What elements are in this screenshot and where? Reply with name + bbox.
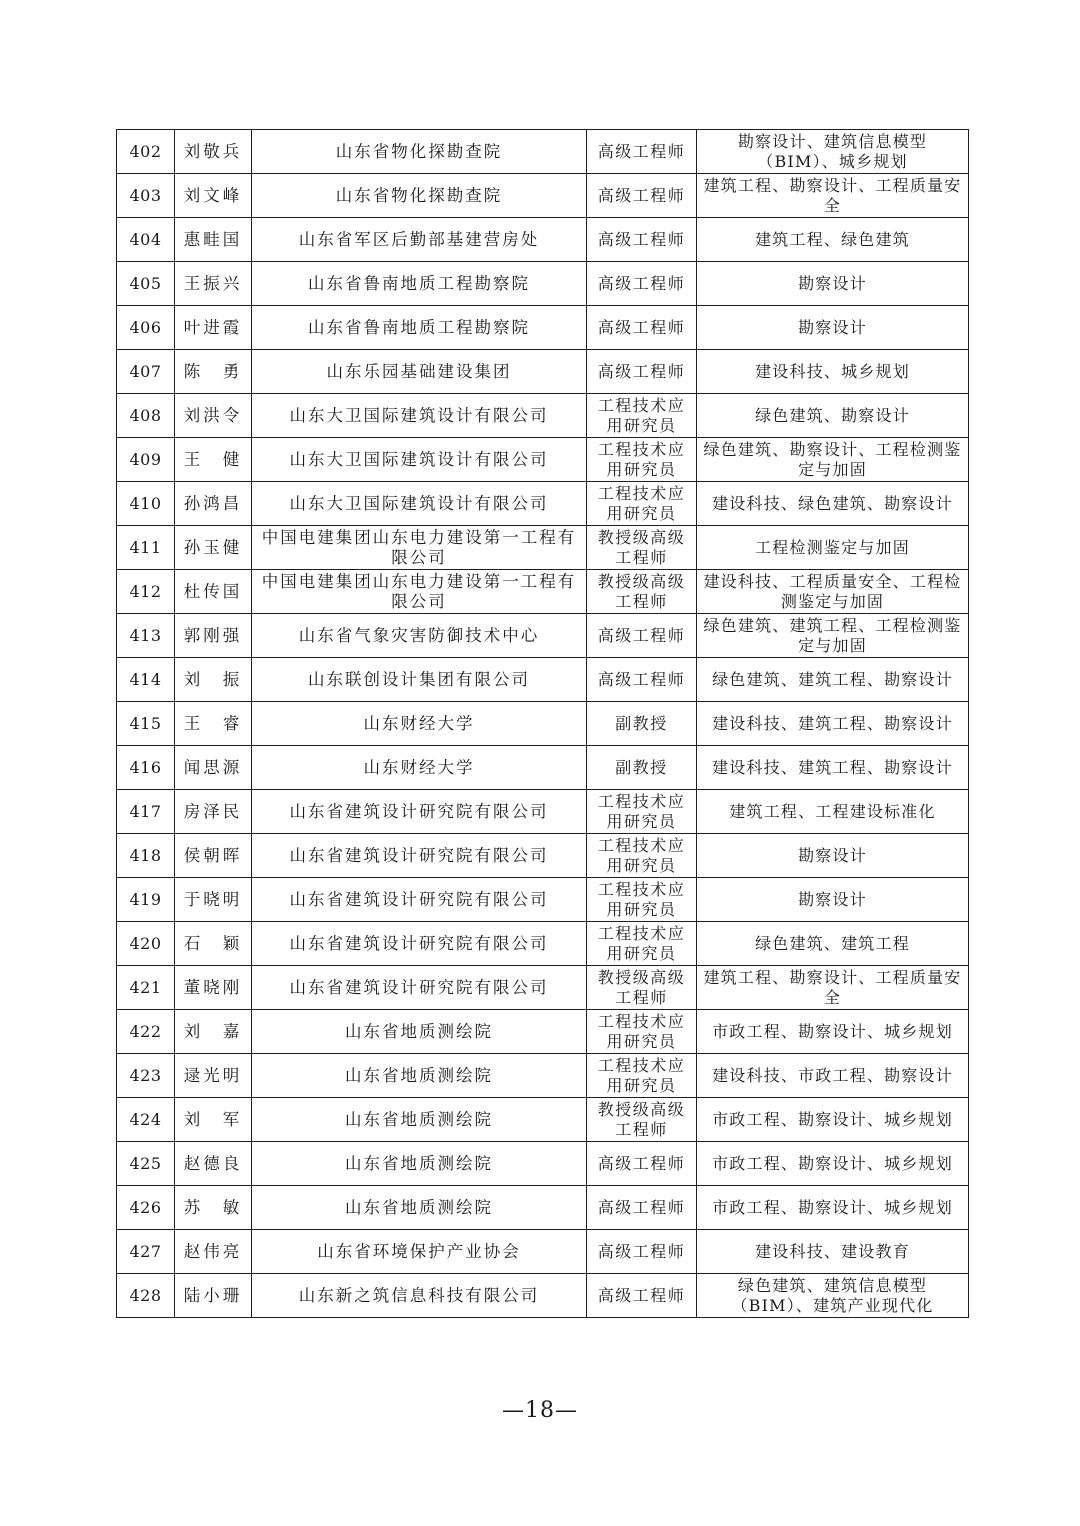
person-name: 陆小珊 xyxy=(175,1274,252,1318)
organization: 山东省地质测绘院 xyxy=(252,1054,587,1098)
professional-title: 高级工程师 xyxy=(587,306,697,350)
professional-title: 高级工程师 xyxy=(587,262,697,306)
table-row xyxy=(117,394,969,438)
organization: 山东大卫国际建筑设计有限公司 xyxy=(252,438,587,482)
organization: 山东省建筑设计研究院有限公司 xyxy=(252,878,587,922)
specialty-field: 建设科技、市政工程、勘察设计 xyxy=(697,1054,969,1098)
organization: 山东省军区后勤部基建营房处 xyxy=(252,218,587,262)
professional-title: 副教授 xyxy=(587,746,697,790)
organization: 山东省建筑设计研究院有限公司 xyxy=(252,790,587,834)
row-number: 419 xyxy=(117,878,175,922)
table-row xyxy=(117,834,969,878)
table-row xyxy=(117,1274,969,1318)
specialty-field: 工程检测鉴定与加固 xyxy=(697,526,969,570)
specialty-field: 建设科技、建筑工程、勘察设计 xyxy=(697,746,969,790)
organization: 山东省建筑设计研究院有限公司 xyxy=(252,966,587,1010)
person-name: 苏 敏 xyxy=(175,1186,252,1230)
row-number: 413 xyxy=(117,614,175,658)
table-row xyxy=(117,350,969,394)
organization: 中国电建集团山东电力建设第一工程有限公司 xyxy=(252,570,587,614)
person-name: 王振兴 xyxy=(175,262,252,306)
professional-title: 工程技术应用研究员 xyxy=(587,790,697,834)
specialty-field: 绿色建筑、建筑工程、勘察设计 xyxy=(697,658,969,702)
professional-title: 高级工程师 xyxy=(587,614,697,658)
professional-title: 工程技术应用研究员 xyxy=(587,1054,697,1098)
row-number: 418 xyxy=(117,834,175,878)
table-row xyxy=(117,218,969,262)
organization: 山东省地质测绘院 xyxy=(252,1142,587,1186)
row-number: 425 xyxy=(117,1142,175,1186)
specialty-field: 绿色建筑、建筑工程 xyxy=(697,922,969,966)
person-name: 闻思源 xyxy=(175,746,252,790)
organization: 山东省鲁南地质工程勘察院 xyxy=(252,306,587,350)
row-number: 428 xyxy=(117,1274,175,1318)
organization: 山东省地质测绘院 xyxy=(252,1010,587,1054)
row-number: 412 xyxy=(117,570,175,614)
table-row xyxy=(117,702,969,746)
organization: 山东新之筑信息科技有限公司 xyxy=(252,1274,587,1318)
row-number: 402 xyxy=(117,130,175,174)
organization: 山东省建筑设计研究院有限公司 xyxy=(252,834,587,878)
person-name: 刘 振 xyxy=(175,658,252,702)
person-name: 惠畦国 xyxy=(175,218,252,262)
row-number: 410 xyxy=(117,482,175,526)
person-name: 赵伟亮 xyxy=(175,1230,252,1274)
professional-title: 教授级高级工程师 xyxy=(587,526,697,570)
person-name: 于晓明 xyxy=(175,878,252,922)
specialty-field: 市政工程、勘察设计、城乡规划 xyxy=(697,1186,969,1230)
specialty-field: 勘察设计、建筑信息模型（BIM）、城乡规划 xyxy=(697,130,969,174)
person-name: 刘 军 xyxy=(175,1098,252,1142)
organization: 山东省地质测绘院 xyxy=(252,1098,587,1142)
table-row xyxy=(117,966,969,1010)
table-row xyxy=(117,790,969,834)
professional-title: 工程技术应用研究员 xyxy=(587,922,697,966)
person-name: 王 睿 xyxy=(175,702,252,746)
organization: 山东省环境保护产业协会 xyxy=(252,1230,587,1274)
person-name: 董晓刚 xyxy=(175,966,252,1010)
specialty-field: 绿色建筑、勘察设计 xyxy=(697,394,969,438)
organization: 山东财经大学 xyxy=(252,702,587,746)
row-number: 422 xyxy=(117,1010,175,1054)
row-number: 421 xyxy=(117,966,175,1010)
row-number: 420 xyxy=(117,922,175,966)
page-number: —18— xyxy=(502,1398,578,1423)
table-row xyxy=(117,1098,969,1142)
expert-roster-table xyxy=(116,129,969,1318)
person-name: 逯光明 xyxy=(175,1054,252,1098)
row-number: 403 xyxy=(117,174,175,218)
specialty-field: 建筑工程、工程建设标准化 xyxy=(697,790,969,834)
organization: 山东联创设计集团有限公司 xyxy=(252,658,587,702)
table-row xyxy=(117,922,969,966)
row-number: 405 xyxy=(117,262,175,306)
specialty-field: 建筑工程、绿色建筑 xyxy=(697,218,969,262)
specialty-field: 建设科技、工程质量安全、工程检测鉴定与加固 xyxy=(697,570,969,614)
organization: 中国电建集团山东电力建设第一工程有限公司 xyxy=(252,526,587,570)
row-number: 424 xyxy=(117,1098,175,1142)
table-row xyxy=(117,1142,969,1186)
row-number: 427 xyxy=(117,1230,175,1274)
professional-title: 工程技术应用研究员 xyxy=(587,878,697,922)
row-number: 423 xyxy=(117,1054,175,1098)
specialty-field: 市政工程、勘察设计、城乡规划 xyxy=(697,1142,969,1186)
specialty-field: 勘察设计 xyxy=(697,834,969,878)
table-row xyxy=(117,482,969,526)
organization: 山东乐园基础建设集团 xyxy=(252,350,587,394)
professional-title: 教授级高级工程师 xyxy=(587,1098,697,1142)
table-row xyxy=(117,570,969,614)
table-row xyxy=(117,1010,969,1054)
organization: 山东大卫国际建筑设计有限公司 xyxy=(252,394,587,438)
row-number: 409 xyxy=(117,438,175,482)
professional-title: 高级工程师 xyxy=(587,1230,697,1274)
person-name: 赵德良 xyxy=(175,1142,252,1186)
table-row xyxy=(117,878,969,922)
person-name: 陈 勇 xyxy=(175,350,252,394)
organization: 山东省物化探勘查院 xyxy=(252,174,587,218)
specialty-field: 绿色建筑、建筑信息模型（BIM）、建筑产业现代化 xyxy=(697,1274,969,1318)
person-name: 郭刚强 xyxy=(175,614,252,658)
professional-title: 高级工程师 xyxy=(587,350,697,394)
row-number: 404 xyxy=(117,218,175,262)
row-number: 408 xyxy=(117,394,175,438)
specialty-field: 绿色建筑、建筑工程、工程检测鉴定与加固 xyxy=(697,614,969,658)
professional-title: 教授级高级工程师 xyxy=(587,570,697,614)
organization: 山东大卫国际建筑设计有限公司 xyxy=(252,482,587,526)
organization: 山东省物化探勘查院 xyxy=(252,130,587,174)
organization: 山东财经大学 xyxy=(252,746,587,790)
table-row xyxy=(117,1230,969,1274)
person-name: 刘敬兵 xyxy=(175,130,252,174)
specialty-field: 绿色建筑、勘察设计、工程检测鉴定与加固 xyxy=(697,438,969,482)
specialty-field: 建筑工程、勘察设计、工程质量安全 xyxy=(697,174,969,218)
row-number: 416 xyxy=(117,746,175,790)
person-name: 刘文峰 xyxy=(175,174,252,218)
table-row xyxy=(117,438,969,482)
table-row xyxy=(117,130,969,174)
professional-title: 工程技术应用研究员 xyxy=(587,394,697,438)
organization: 山东省地质测绘院 xyxy=(252,1186,587,1230)
table-row xyxy=(117,614,969,658)
professional-title: 高级工程师 xyxy=(587,1274,697,1318)
professional-title: 副教授 xyxy=(587,702,697,746)
professional-title: 工程技术应用研究员 xyxy=(587,1010,697,1054)
table-row xyxy=(117,526,969,570)
professional-title: 工程技术应用研究员 xyxy=(587,834,697,878)
specialty-field: 市政工程、勘察设计、城乡规划 xyxy=(697,1098,969,1142)
specialty-field: 建设科技、建设教育 xyxy=(697,1230,969,1274)
professional-title: 高级工程师 xyxy=(587,1142,697,1186)
organization: 山东省建筑设计研究院有限公司 xyxy=(252,922,587,966)
row-number: 417 xyxy=(117,790,175,834)
person-name: 侯朝晖 xyxy=(175,834,252,878)
professional-title: 教授级高级工程师 xyxy=(587,966,697,1010)
specialty-field: 建设科技、城乡规划 xyxy=(697,350,969,394)
specialty-field: 勘察设计 xyxy=(697,262,969,306)
row-number: 411 xyxy=(117,526,175,570)
specialty-field: 建设科技、建筑工程、勘察设计 xyxy=(697,702,969,746)
row-number: 407 xyxy=(117,350,175,394)
row-number: 415 xyxy=(117,702,175,746)
professional-title: 高级工程师 xyxy=(587,130,697,174)
person-name: 刘洪令 xyxy=(175,394,252,438)
person-name: 杜传国 xyxy=(175,570,252,614)
row-number: 414 xyxy=(117,658,175,702)
person-name: 王 健 xyxy=(175,438,252,482)
organization: 山东省鲁南地质工程勘察院 xyxy=(252,262,587,306)
professional-title: 高级工程师 xyxy=(587,218,697,262)
specialty-field: 市政工程、勘察设计、城乡规划 xyxy=(697,1010,969,1054)
organization: 山东省气象灾害防御技术中心 xyxy=(252,614,587,658)
table-row xyxy=(117,174,969,218)
row-number: 426 xyxy=(117,1186,175,1230)
person-name: 石 颖 xyxy=(175,922,252,966)
person-name: 叶进霞 xyxy=(175,306,252,350)
roster-body xyxy=(117,130,969,1318)
professional-title: 高级工程师 xyxy=(587,174,697,218)
table-row xyxy=(117,746,969,790)
professional-title: 高级工程师 xyxy=(587,658,697,702)
person-name: 孙玉健 xyxy=(175,526,252,570)
professional-title: 高级工程师 xyxy=(587,1186,697,1230)
person-name: 刘 嘉 xyxy=(175,1010,252,1054)
row-number: 406 xyxy=(117,306,175,350)
specialty-field: 勘察设计 xyxy=(697,878,969,922)
professional-title: 工程技术应用研究员 xyxy=(587,438,697,482)
professional-title: 工程技术应用研究员 xyxy=(587,482,697,526)
table-row xyxy=(117,306,969,350)
table-row xyxy=(117,1186,969,1230)
table-row xyxy=(117,658,969,702)
specialty-field: 勘察设计 xyxy=(697,306,969,350)
specialty-field: 建筑工程、勘察设计、工程质量安全 xyxy=(697,966,969,1010)
table-row xyxy=(117,262,969,306)
specialty-field: 建设科技、绿色建筑、勘察设计 xyxy=(697,482,969,526)
person-name: 房泽民 xyxy=(175,790,252,834)
person-name: 孙鸿昌 xyxy=(175,482,252,526)
table-row xyxy=(117,1054,969,1098)
